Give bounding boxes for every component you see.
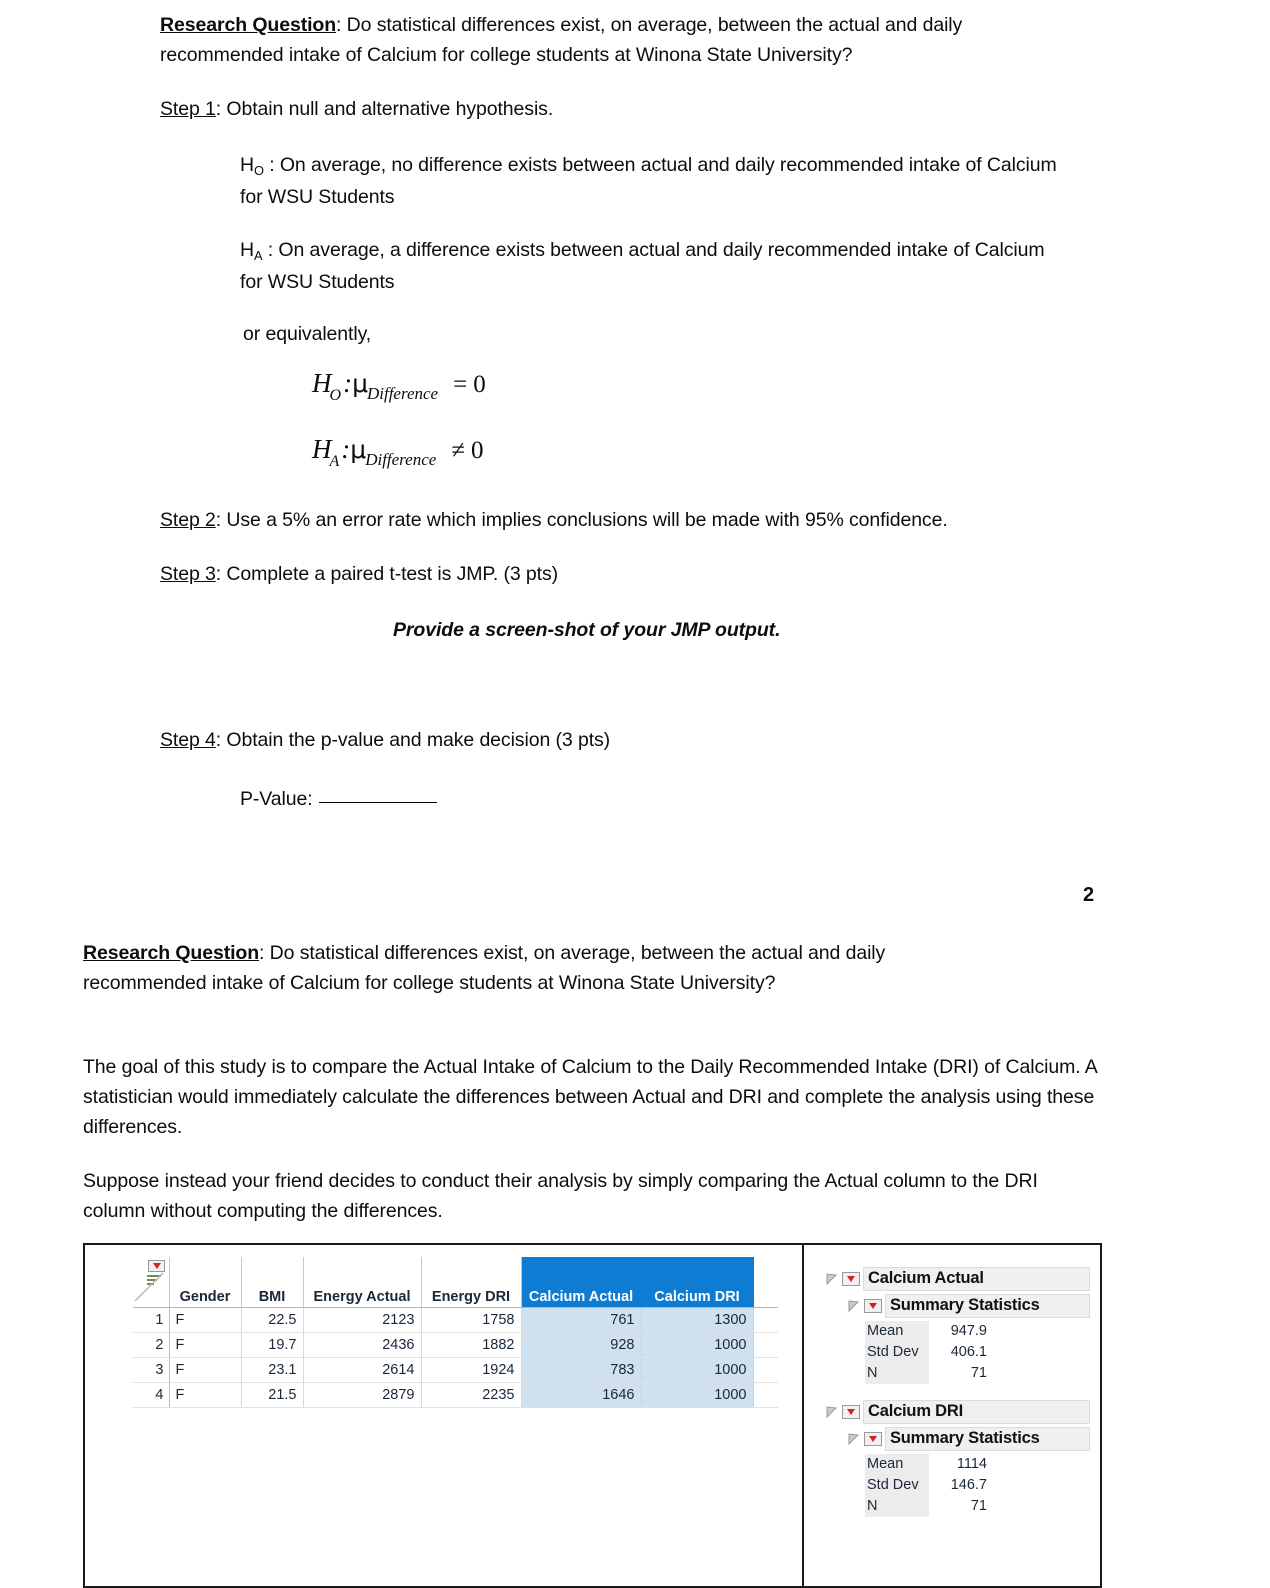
research-question-1-text: : Do statistical differences exist, on average, between the actual and daily recommended intake of Calcium for college students at Winona State University? (160, 14, 963, 66)
equation-alt-mu-subscript: Difference (365, 450, 437, 469)
cell-calcium-actual[interactable]: 761 (521, 1307, 641, 1332)
cell-overflow (753, 1357, 778, 1382)
jmp-summary-report-panel (825, 1267, 1090, 1525)
stat-label-std-dev: Std Dev (865, 1342, 929, 1363)
report-header-calcium-dri[interactable] (825, 1400, 1090, 1424)
null-hypothesis-text: : On average, no difference exists between actual and daily recommended intake of Calcium for WSU Students (240, 154, 1057, 208)
report-header-summary-statistics-actual[interactable] (847, 1294, 1090, 1318)
report-header-summary-statistics-dri[interactable] (847, 1427, 1090, 1451)
step-3-text: : Complete a paired t-test is JMP. (3 pts) (215, 563, 559, 585)
or-equivalently-text: or equivalently, (243, 323, 372, 345)
null-hypothesis-statement (240, 150, 1070, 212)
report-title-calcium-actual: Calcium Actual (863, 1267, 1090, 1291)
red-triangle-menu-icon[interactable] (864, 1432, 882, 1446)
jmp-table-body (133, 1307, 778, 1407)
pvalue-label: P-Value: (240, 788, 313, 810)
cell-calcium-actual[interactable]: 928 (521, 1332, 641, 1357)
null-hypothesis-subscript: O (253, 162, 264, 178)
report-group-calcium-actual (825, 1267, 1090, 1384)
red-triangle-menu-icon[interactable] (864, 1299, 882, 1313)
step-3 (160, 559, 1100, 589)
row-number[interactable]: 2 (133, 1332, 169, 1357)
alt-hypothesis-statement (240, 235, 1070, 297)
step-4 (160, 725, 1100, 755)
stat-value-std-dev: 406.1 (950, 1344, 987, 1360)
equation-alt-mu: μ (350, 435, 367, 464)
cell-energy-dri[interactable]: 2235 (421, 1382, 521, 1407)
disclosure-triangle-icon[interactable] (825, 1406, 838, 1419)
research-question-2-text: : Do statistical differences exist, on average, between the actual and daily recommended intake of Calcium for college students at Winona State University? (83, 942, 886, 994)
row-number[interactable]: 4 (133, 1382, 169, 1407)
stat-value-mean: 947.9 (950, 1323, 987, 1339)
summary-statistics-dri (865, 1454, 1090, 1517)
jmp-screenshot-note: Provide a screen-shot of your JMP output. (393, 619, 781, 641)
step-1-text: : Obtain null and alternative hypothesis. (215, 98, 554, 120)
disclosure-triangle-icon[interactable] (847, 1300, 860, 1313)
cell-bmi[interactable]: 22.5 (241, 1307, 303, 1332)
cell-energy-dri[interactable]: 1882 (421, 1332, 521, 1357)
jmp-col-header-calcium-dri[interactable]: Calcium DRI (641, 1257, 753, 1307)
cell-energy-actual[interactable]: 2879 (303, 1382, 421, 1407)
column-list-icon (147, 1275, 165, 1289)
report-group-calcium-dri (825, 1400, 1090, 1517)
equation-null-subscript: O (329, 387, 342, 404)
stat-label-std-dev: Std Dev (865, 1475, 929, 1496)
report-subtitle-summary-statistics: Summary Statistics (885, 1294, 1090, 1318)
cell-gender[interactable]: F (169, 1357, 241, 1382)
page-number: 2 (1083, 884, 1095, 906)
step-2-label: Step 2 (160, 509, 216, 531)
stat-label-mean: Mean (865, 1454, 929, 1475)
table-row[interactable] (133, 1357, 778, 1382)
step-4-text: : Obtain the p-value and make decision (3 pts) (215, 729, 611, 751)
disclosure-triangle-icon[interactable] (825, 1273, 838, 1286)
red-triangle-menu-icon[interactable] (842, 1272, 860, 1286)
alt-hypothesis-subscript: A (253, 247, 263, 263)
cell-calcium-dri[interactable]: 1300 (641, 1307, 753, 1332)
report-header-calcium-actual[interactable] (825, 1267, 1090, 1291)
equation-alt-colon: : (341, 434, 351, 464)
research-question-2 (83, 938, 1003, 998)
jmp-col-header-gender[interactable]: Gender (169, 1257, 241, 1307)
study-goal-paragraph: The goal of this study is to compare the Actual Intake of Calcium to the Daily Recommended Intake (DRI) of Calcium. A statistician would immediately calculate the differences between Actual and DRI and complete the analysis using these differences. (83, 1056, 1097, 1138)
jmp-data-table[interactable] (133, 1257, 778, 1408)
pvalue-answer-field[interactable] (240, 784, 437, 814)
jmp-output-figure (83, 1243, 1102, 1588)
stat-value-mean: 1114 (956, 1456, 987, 1472)
red-triangle-menu-icon[interactable] (842, 1405, 860, 1419)
research-question-2-label: Research Question (83, 942, 260, 964)
stat-value-n: 71 (970, 1365, 987, 1381)
cell-energy-dri[interactable]: 1924 (421, 1357, 521, 1382)
step-1 (160, 94, 1060, 124)
equation-alt-subscript: A (329, 453, 340, 470)
row-number[interactable]: 1 (133, 1307, 169, 1332)
equation-null-mu: μ (352, 369, 368, 398)
equation-null-value: 0 (473, 371, 486, 398)
step-3-label: Step 3 (160, 563, 216, 585)
summary-statistics-actual (865, 1321, 1090, 1384)
stat-label-n: N (865, 1496, 929, 1517)
equation-null-h: H (312, 368, 332, 398)
stat-value-std-dev: 146.7 (950, 1477, 987, 1493)
jmp-col-header-calcium-actual[interactable]: Calcium Actual (521, 1257, 641, 1307)
friend-analysis-paragraph: Suppose instead your friend decides to conduct their analysis by simply comparing the Actual column to the DRI column without computing the differences. (83, 1170, 1038, 1222)
cell-gender[interactable]: F (169, 1382, 241, 1407)
equation-alt-h: H (312, 434, 332, 464)
alt-hypothesis-equation (312, 434, 484, 470)
alt-hypothesis-text: : On average, a difference exists between actual and daily recommended intake of Calcium for WSU Students (240, 239, 1045, 293)
jmp-table-corner-cell[interactable] (133, 1257, 169, 1307)
cell-energy-actual[interactable]: 2436 (303, 1332, 421, 1357)
cell-calcium-actual[interactable]: 783 (521, 1357, 641, 1382)
jmp-col-header-energy-dri[interactable]: Energy DRI (421, 1257, 521, 1307)
research-question-1-label: Research Question (160, 14, 337, 36)
table-row[interactable] (133, 1382, 778, 1407)
cell-bmi[interactable]: 19.7 (241, 1332, 303, 1357)
table-row[interactable] (133, 1307, 778, 1332)
cell-energy-dri[interactable]: 1758 (421, 1307, 521, 1332)
cell-calcium-dri[interactable]: 1000 (641, 1332, 753, 1357)
stat-value-n: 71 (970, 1498, 987, 1514)
table-menu-red-triangle-icon[interactable] (148, 1260, 165, 1272)
stat-label-mean: Mean (865, 1321, 929, 1342)
cell-overflow (753, 1332, 778, 1357)
cell-gender[interactable]: F (169, 1307, 241, 1332)
null-hypothesis-equation (312, 368, 486, 404)
jmp-table-header-row (133, 1257, 778, 1307)
row-number[interactable]: 3 (133, 1357, 169, 1382)
equation-null-operator: = (453, 371, 468, 398)
step-2 (160, 505, 1100, 535)
disclosure-triangle-icon[interactable] (847, 1433, 860, 1446)
report-subtitle-summary-statistics: Summary Statistics (885, 1427, 1090, 1451)
equation-null-mu-subscript: Difference (366, 384, 439, 403)
jmp-figure-divider (802, 1245, 804, 1586)
stat-label-n: N (865, 1363, 929, 1384)
report-title-calcium-dri: Calcium DRI (863, 1400, 1090, 1424)
pvalue-blank-underline[interactable] (319, 802, 437, 803)
cell-bmi[interactable]: 23.1 (241, 1357, 303, 1382)
cell-calcium-dri[interactable]: 1000 (641, 1382, 753, 1407)
jmp-col-header-energy-actual[interactable]: Energy Actual (303, 1257, 421, 1307)
cell-calcium-dri[interactable]: 1000 (641, 1357, 753, 1382)
research-question-1 (160, 10, 1060, 70)
jmp-col-header-bmi[interactable]: BMI (241, 1257, 303, 1307)
cell-bmi[interactable]: 21.5 (241, 1382, 303, 1407)
cell-overflow (753, 1307, 778, 1332)
cell-energy-actual[interactable]: 2614 (303, 1357, 421, 1382)
step-4-label: Step 4 (160, 729, 216, 751)
cell-overflow (753, 1382, 778, 1407)
equation-alt-operator: ≠ (451, 437, 466, 464)
jmp-data-table-container[interactable] (133, 1257, 778, 1413)
cell-gender[interactable]: F (169, 1332, 241, 1357)
equation-null-colon: : (343, 368, 353, 398)
null-hypothesis-h: H (240, 154, 254, 176)
step-2-text: : Use a 5% an error rate which implies conclusions will be made with 95% confidence. (215, 509, 948, 531)
step-1-label: Step 1 (160, 98, 216, 120)
alt-hypothesis-h: H (240, 239, 254, 261)
jmp-col-header-overflow (753, 1257, 778, 1307)
table-row[interactable] (133, 1332, 778, 1357)
cell-energy-actual[interactable]: 2123 (303, 1307, 421, 1332)
equation-alt-value: 0 (471, 437, 484, 464)
cell-calcium-actual[interactable]: 1646 (521, 1382, 641, 1407)
